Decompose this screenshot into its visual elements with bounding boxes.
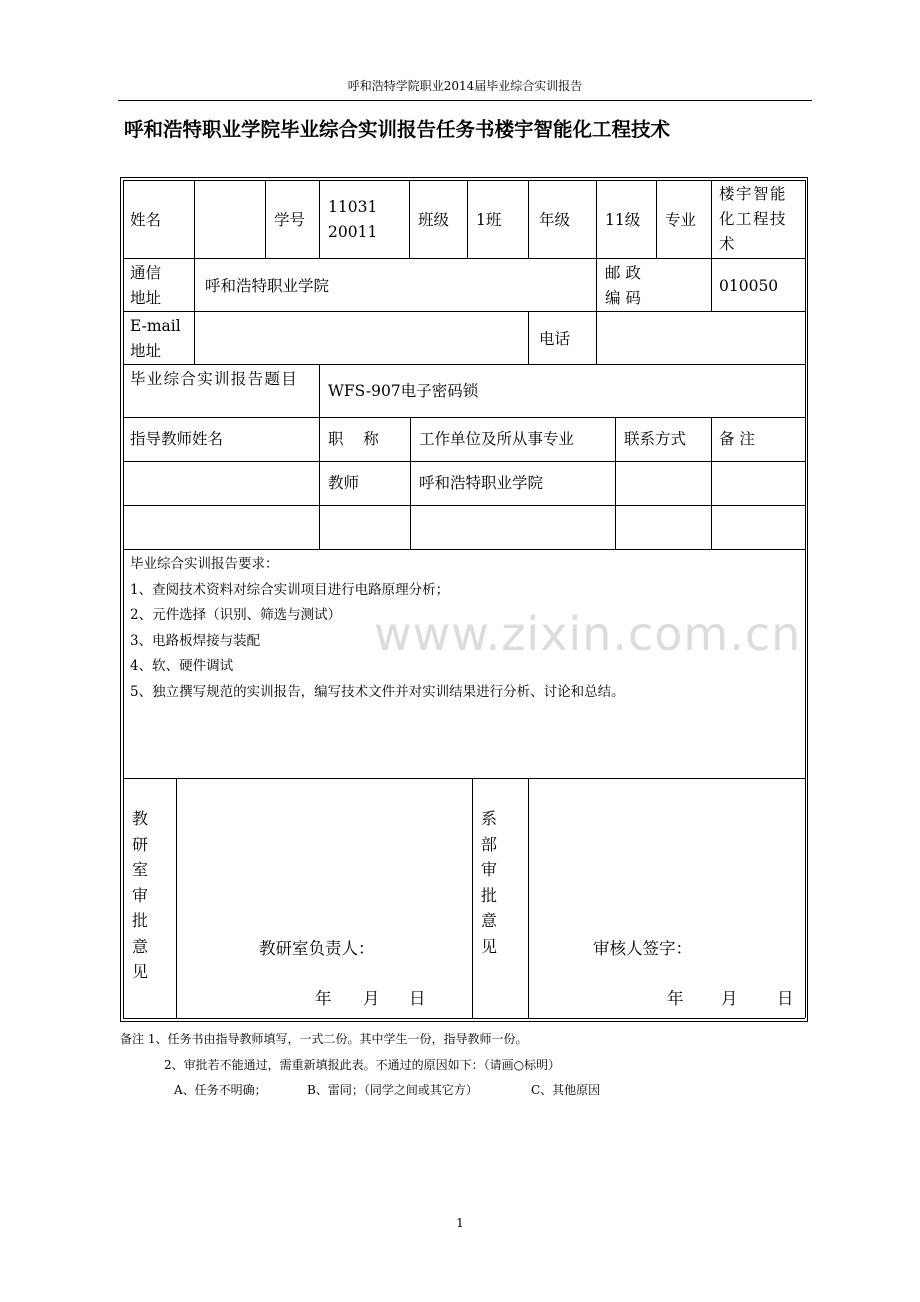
major-value: 楼宇智能化工程技术 <box>719 185 788 253</box>
advisor-row-1-title: 教师 <box>328 474 360 492</box>
grade-value: 11级 <box>605 211 641 229</box>
label-char: 见 <box>131 962 148 981</box>
approval-right-signer: 审核人签字： <box>593 939 692 958</box>
note-3-c: C、其他原因 <box>531 1083 601 1097</box>
label-char: 部 <box>480 834 497 854</box>
col-line <box>194 258 195 311</box>
approval-right-month: 月 <box>721 989 738 1008</box>
address-value: 呼和浩特职业学院 <box>205 277 330 295</box>
label-char: 审 <box>480 860 497 879</box>
requirement-item: 5、独立撰写规范的实训报告，编写技术文件并对实训结果进行分析、讨论和总结。 <box>130 683 625 700</box>
label-char: 教 <box>131 809 148 828</box>
approval-left-year: 年 <box>315 989 332 1008</box>
row-line <box>123 364 805 365</box>
col-line <box>596 180 597 258</box>
col-line <box>656 180 657 258</box>
postcode-label: 邮 政 编 码 <box>605 264 641 307</box>
approval-left-label <box>130 806 150 985</box>
note-3-b: B、雷同；（同学之间或其它方） <box>307 1083 478 1097</box>
label-char: 批 <box>131 911 148 930</box>
advisor-row-1-workplace: 呼和浩特职业学院 <box>419 474 544 492</box>
col-line <box>528 778 529 1018</box>
page-number: 1 <box>456 1216 464 1230</box>
student-id-value: 1103120011 <box>328 198 378 241</box>
col-line <box>319 417 320 549</box>
col-line <box>319 180 320 258</box>
col-line <box>615 417 616 549</box>
requirements-title: 毕业综合实训报告要求： <box>130 556 279 572</box>
row-line <box>123 461 805 462</box>
label-char: 系 <box>480 809 497 828</box>
header-rule <box>118 100 812 101</box>
row-line <box>123 549 805 550</box>
row-line <box>123 505 805 506</box>
col-line <box>410 417 411 549</box>
advisor-contact-header: 联系方式 <box>624 430 687 448</box>
col-line <box>265 180 266 258</box>
class-label: 班级 <box>418 211 450 229</box>
col-line <box>472 778 473 1018</box>
topic-label: 毕业综合实训报告题目 <box>130 370 299 388</box>
advisor-name-header: 指导教师姓名 <box>130 430 224 448</box>
requirement-item: 1、查阅技术资料对综合实训项目进行电路原理分析； <box>130 581 450 598</box>
advisor-workplace-header: 工作单位及所从事专业 <box>419 430 575 448</box>
label-char: 意 <box>131 936 148 956</box>
col-line <box>194 180 195 258</box>
note-2: 2、审批若不能通过，需重新填报此表。不通过的原因如下：（请画○标明） <box>164 1058 561 1072</box>
row-line <box>123 417 805 418</box>
row-line <box>123 311 805 312</box>
email-label: E-mail地址 <box>130 317 181 360</box>
label-char: 审 <box>131 885 148 905</box>
page-title: 呼和浩特职业学院毕业综合实训报告任务书楼宇智能化工程技术 <box>124 118 671 141</box>
row-line <box>123 258 805 259</box>
inner-border-left <box>123 180 124 1018</box>
note-1: 备注 1、任务书由指导教师填写，一式二份。其中学生一份，指导教师一份。 <box>120 1032 528 1046</box>
running-header: 呼和浩特学院职业2014届毕业综合实训报告 <box>347 79 583 93</box>
col-line <box>528 311 529 364</box>
approval-left-month: 月 <box>363 989 380 1008</box>
phone-label: 电话 <box>539 330 571 348</box>
name-label: 姓名 <box>130 211 162 229</box>
col-line <box>596 311 597 364</box>
grade-label: 年级 <box>539 211 571 229</box>
requirement-item: 3、电路板焊接与装配 <box>130 632 261 649</box>
approval-right-year: 年 <box>667 989 684 1008</box>
approval-right-label <box>479 806 499 959</box>
col-line <box>711 180 712 258</box>
advisor-title-header: 职 称 <box>328 430 379 448</box>
student-id-label: 学号 <box>274 211 306 229</box>
col-line <box>194 311 195 364</box>
label-char: 见 <box>480 936 497 956</box>
approval-left-signer: 教研室负责人： <box>259 939 375 958</box>
advisor-remark-header: 备 注 <box>719 430 755 448</box>
row-line <box>123 778 805 779</box>
topic-value: WFS-907电子密码锁 <box>328 382 479 400</box>
label-char: 意 <box>480 911 497 930</box>
col-line <box>467 180 468 258</box>
task-form <box>120 177 808 1022</box>
col-line <box>711 258 712 311</box>
requirement-item: 4、软、硬件调试 <box>130 658 234 674</box>
col-line <box>596 258 597 311</box>
inner-border-right <box>805 180 806 1018</box>
approval-left-day: 日 <box>409 989 426 1008</box>
col-line <box>711 417 712 549</box>
note-3-a: A、任务不明确； <box>174 1083 267 1097</box>
label-char: 室 <box>131 860 148 879</box>
class-value: 1班 <box>476 211 502 229</box>
label-char: 研 <box>131 834 148 854</box>
col-line <box>176 778 177 1018</box>
label-char: 批 <box>480 885 497 905</box>
inner-border-top <box>123 180 805 181</box>
watermark: www.zixin.com.cn <box>374 607 802 661</box>
col-line <box>319 364 320 417</box>
postcode-value: 010050 <box>719 277 779 295</box>
requirement-item: 2、元件选择（识别、筛选与测试） <box>130 607 342 623</box>
major-label: 专业 <box>665 211 697 229</box>
col-line <box>528 180 529 258</box>
col-line <box>409 180 410 258</box>
inner-border-bottom <box>123 1018 805 1019</box>
address-label: 通信地址 <box>130 264 162 307</box>
approval-right-day: 日 <box>777 989 794 1008</box>
